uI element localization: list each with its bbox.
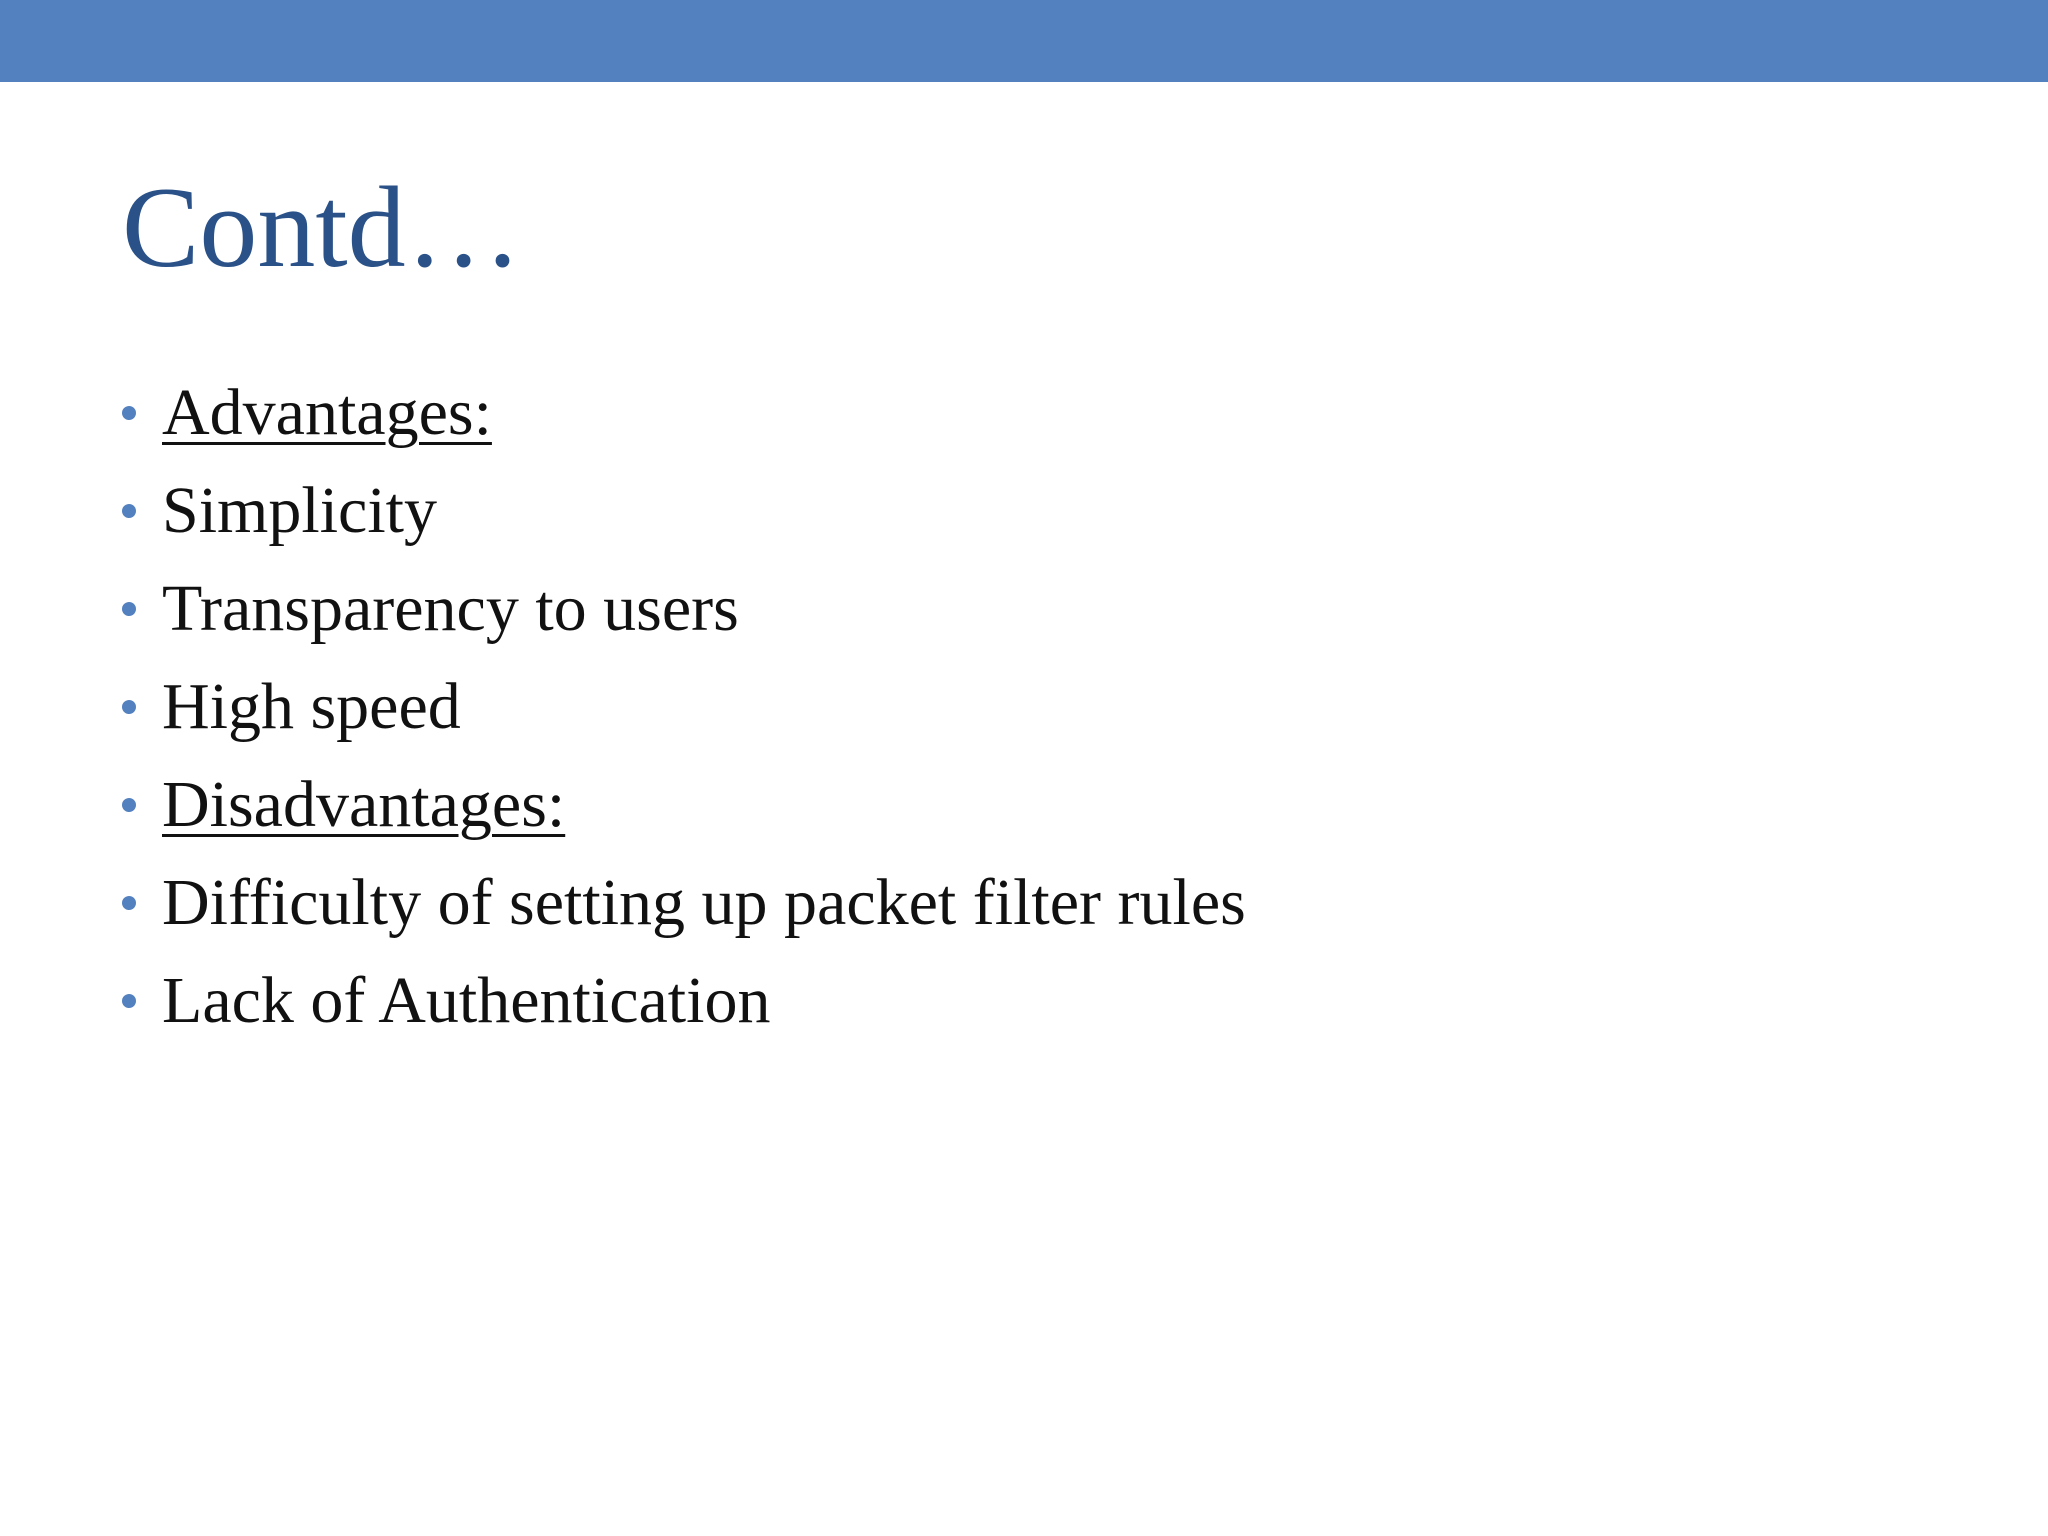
bullet-text: Advantages: — [162, 376, 492, 449]
bullet-item-high-speed — [122, 658, 1246, 756]
bullet-dot-icon — [122, 896, 136, 910]
bullet-list — [122, 364, 1246, 1050]
top-accent-bar — [0, 0, 2048, 82]
bullet-text: High speed — [162, 670, 461, 743]
bullet-item-disadvantages — [122, 756, 1246, 854]
bullet-dot-icon — [122, 798, 136, 812]
bullet-item-advantages — [122, 364, 1246, 462]
bullet-item-authentication — [122, 952, 1246, 1050]
bullet-dot-icon — [122, 994, 136, 1008]
bullet-dot-icon — [122, 700, 136, 714]
bullet-text: Simplicity — [162, 474, 438, 547]
bullet-dot-icon — [122, 504, 136, 518]
bullet-text: Lack of Authentication — [162, 964, 771, 1037]
bullet-text: Disadvantages: — [162, 768, 566, 841]
bullet-text: Transparency to users — [162, 572, 739, 645]
bullet-item-transparency — [122, 560, 1246, 658]
bullet-dot-icon — [122, 602, 136, 616]
bullet-item-simplicity — [122, 462, 1246, 560]
bullet-text: Difficulty of setting up packet filter rules — [162, 866, 1246, 939]
bullet-dot-icon — [122, 406, 136, 420]
bullet-item-difficulty — [122, 854, 1246, 952]
slide-title: Contd… — [122, 164, 522, 292]
